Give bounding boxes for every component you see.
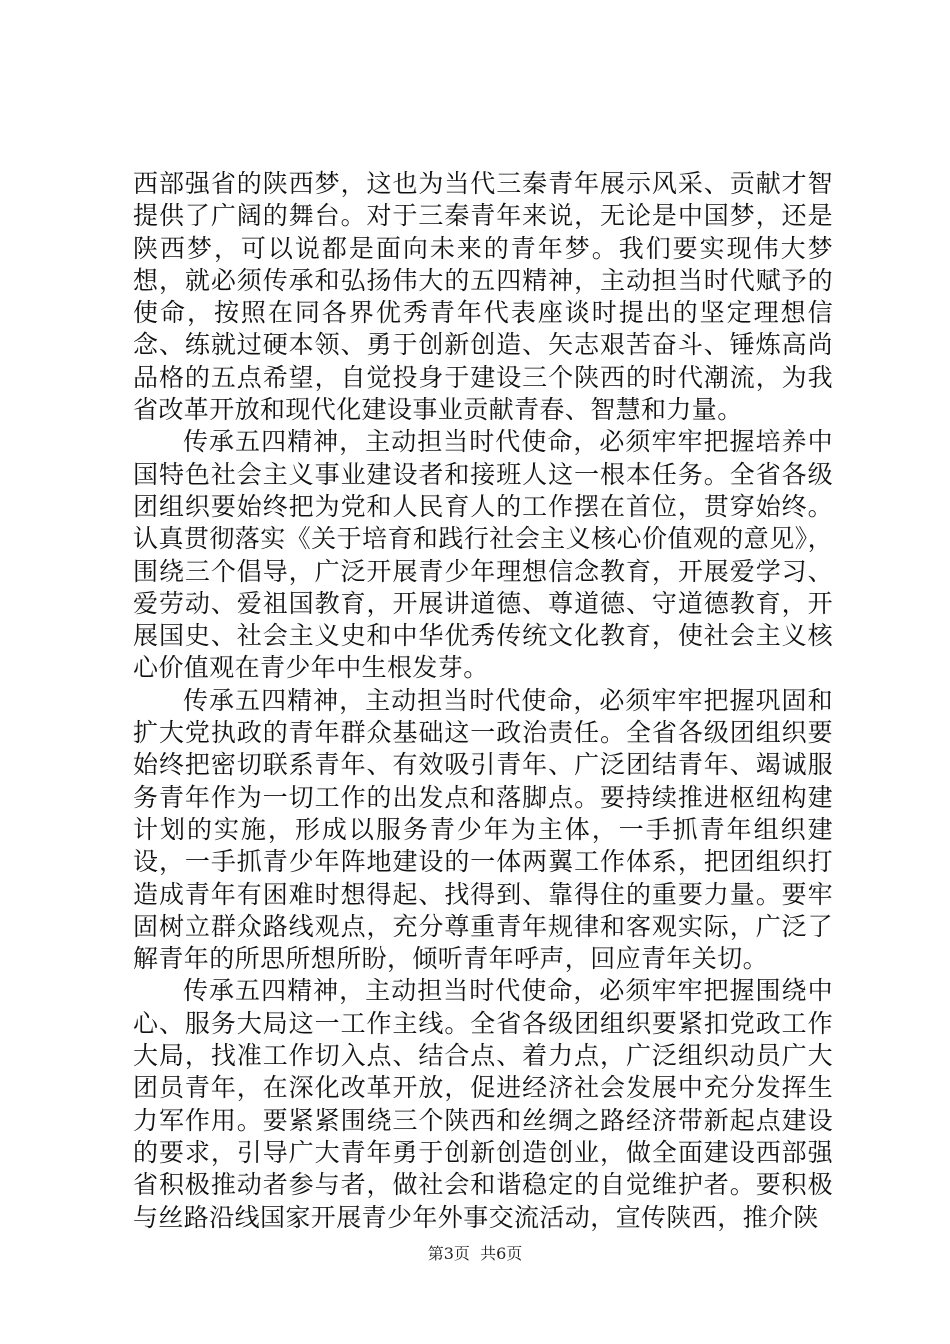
page-number-total: 共6页 [480,1244,523,1263]
paragraph-1: 西部强省的陕西梦，这也为当代三秦青年展示风采、贡献才智提供了广阔的舞台。对于三秦青年来说，无论是中国梦，还是陕西梦，可以说都是面向未来的青年梦。我们要实现伟大梦想，就必须传承和弘扬伟大的五四精神，主动担当时代赋予的使命，按照在同各界优秀青年代表座谈时提出的坚定理想信念、练就过硬本领、勇于创新创造、矢志艰苦奋斗、锤炼高尚品格的五点希望，自觉投身于建设三个陕西的时代潮流，为我省改革开放和现代化建设事业贡献青春、智慧和力量。 [133,169,833,425]
paragraph-4: 传承五四精神，主动担当时代使命，必须牢牢把握围绕中心、服务大局这一工作主线。全省各级团组织要紧扣党政工作大局，找准工作切入点、结合点、着力点，广泛组织动员广大团员青年，在深化改革开放，促进经济社会发展中充分发挥生力军作用。要紧紧围绕三个陕西和丝绸之路经济带新起点建设的要求，引导广大青年勇于创新创造创业，做全面建设西部强省积极推动者参与者，做社会和谐稳定的自觉维护者。要积极与丝路沿线国家开展青少年外事交流活动，宣传陕西，推介陕 [133,976,833,1232]
page-number-current: 第3页 [427,1244,470,1263]
footer-separator [470,1244,480,1263]
paragraph-2: 传承五四精神，主动担当时代使命，必须牢牢把握培养中国特色社会主义事业建设者和接班人这一根本任务。全省各级团组织要始终把为党和人民育人的工作摆在首位，贯穿始终。认真贯彻落实《关于培育和践行社会主义核心价值观的意见》，围绕三个倡导，广泛开展青少年理想信念教育，开展爱学习、爱劳动、爱祖国教育，开展讲道德、尊道德、守道德教育，开展国史、社会主义史和中华优秀传统文化教育，使社会主义核心价值观在青少年中生根发芽。 [133,427,833,683]
paragraph-3: 传承五四精神，主动担当时代使命，必须牢牢把握巩固和扩大党执政的青年群众基础这一政治责任。全省各级团组织要始终把密切联系青年、有效吸引青年、广泛团结青年、竭诚服务青年作为一切工作的出发点和落脚点。要持续推进枢纽构建计划的实施，形成以服务青少年为主体，一手抓青年组织建设，一手抓青少年阵地建设的一体两翼工作体系，把团组织打造成青年有困难时想得起、找得到、靠得住的重要力量。要牢固树立群众路线观点，充分尊重青年规律和客观实际，广泛了解青年的所思所想所盼，倾听青年呼声，回应青年关切。 [133,685,833,974]
page-footer [0,1244,950,1264]
document-body [133,168,833,1234]
